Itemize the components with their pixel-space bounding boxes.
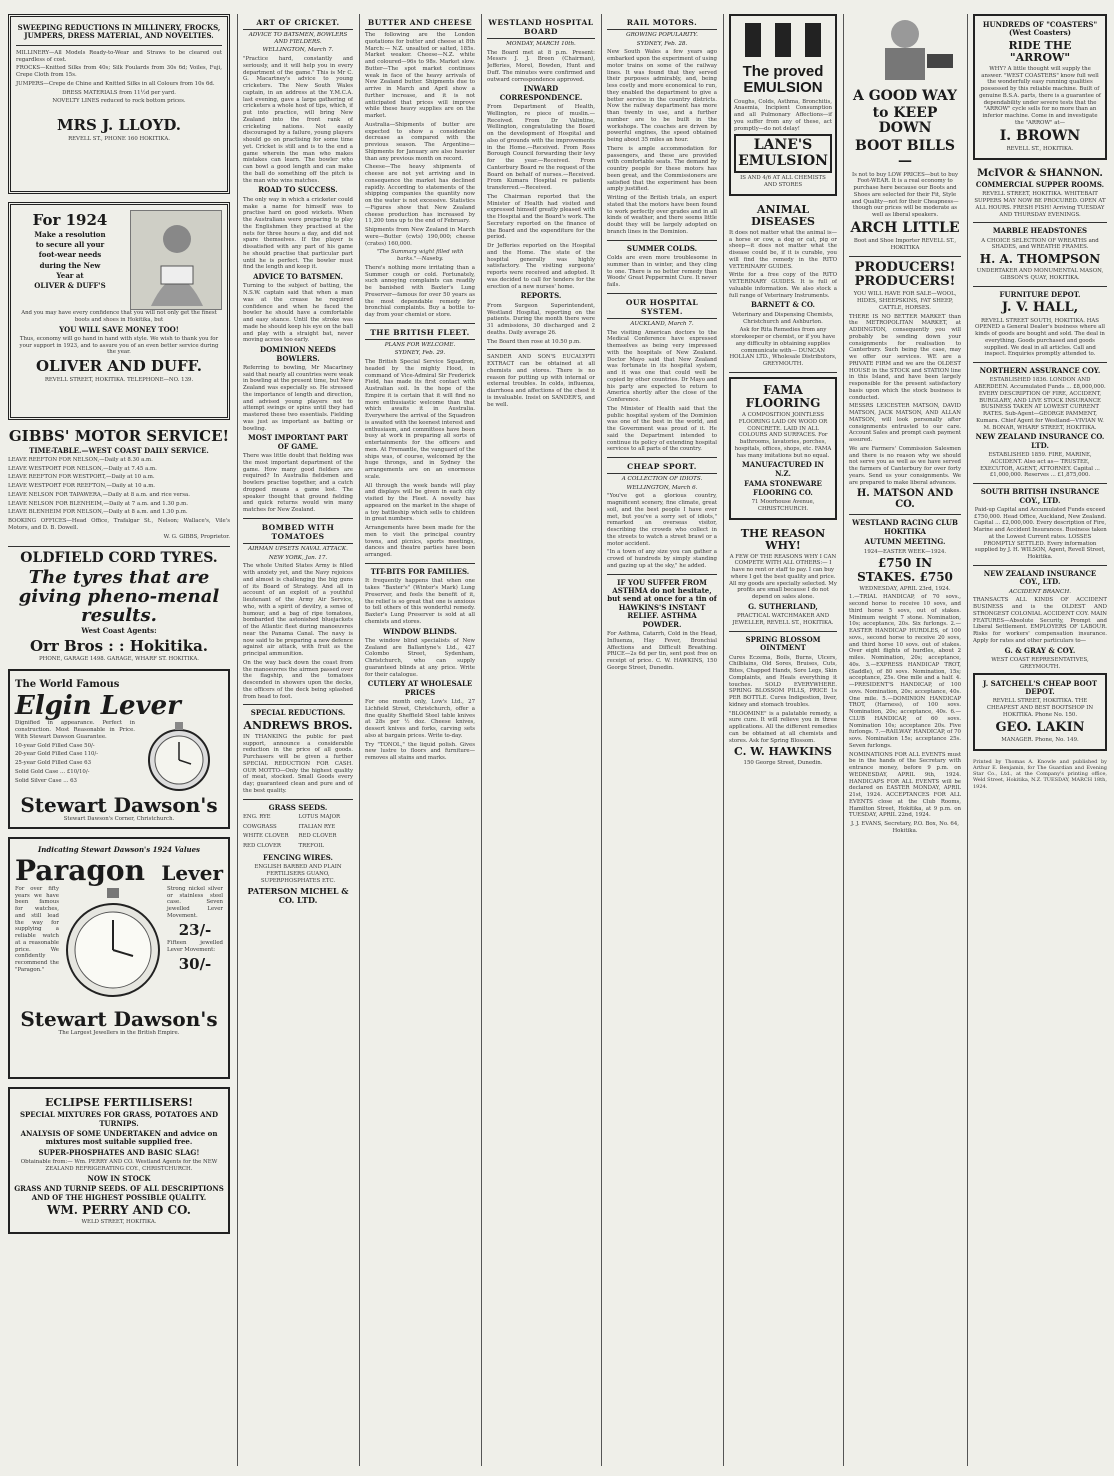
gibbs-line: LEAVE BLENHEIM FOR NELSON,—Daily at 8 a.m. and 1.30 p.m.: [8, 509, 188, 516]
window-body: The window blind specialists of New Zealand are Ballantyne's Ltd., 427 Colombo Street, Sydenham, Christchurch, who can supply guaranteed blinds at any price. Write for their catalogue.: [365, 637, 475, 678]
emulsion-brand: The proved EMULSION: [742, 62, 824, 97]
gibbs-line: BOOKING OFFICES—Head Office, Trafalgar St., Nelson; Wallace's, Vile's Motors, and D. B. Dowell.: [8, 518, 230, 531]
boot-headline-3: BOOT BILLS—: [855, 137, 955, 170]
butter-quote: "The Summary wight filled with barks."—Naseby.: [376, 249, 464, 262]
rail-headline: RAIL MOTORS.: [607, 18, 717, 30]
window-heading: WINDOW BLINDS.: [383, 626, 457, 636]
coasters-title: RIDE THE "ARROW": [1008, 38, 1072, 64]
arch-body: Boot and Shoe Importer REVELL ST., HOKITIKA: [853, 238, 957, 252]
column-1: [8, 14, 230, 1466]
lloyd-line: MILLINERY—All Models Ready-to-Wear and Straws to be cleared out regardless of cost.: [16, 49, 222, 63]
animal-ad: [729, 204, 837, 368]
spring-blossom-ad: [729, 636, 837, 767]
mcivor-ad: [973, 168, 1107, 218]
elgin-name: Elgin Lever: [15, 691, 181, 722]
oldfield-tagline: The tyres that are giving pheno-menal results.: [18, 566, 220, 626]
boot-ad: [849, 14, 961, 252]
fleet-body: The British Special Service Squadron, headed by the mighty Hood, in command of Vice-Admiral Sir Frederick Field, has made its first contact with Australian soil. In the hope of the Empire it is certain that it will find no more enthusiastic welcome than that which awaits it in Australia. Everywhere the arrival of the Squadron is awaited with the keenest interest and enthusiasm, and committees have been busy at work in preparing all sorts of entertainments for the officers and men. At Fremantle, the vanguard of the ships was, of course, welcomed by the huge throngs, and in Sydney the arrangements are on an enormous scale.: [365, 359, 475, 480]
northern-title: NORTHERN ASSURANCE COY.: [979, 366, 1101, 376]
paragon-banner: Indicating Stewart Dawson's 1924 Values: [38, 845, 200, 855]
rail-body: Writing of the British trials, an expert stated that the motors have been found to work perfectly over grades and in all kinds of weather, and there seems little doubt they will be largely adopted on branch lines in the Dominion.: [607, 195, 717, 235]
satchell-body: REVELL STREET, HOKITIKA. THE CHEAPEST AND BEST BOOTSHOP IN HOKITIKA. Phone No. 150.: [986, 698, 1094, 718]
racing-day: WEDNESDAY, APRIL 23rd, 1924.: [859, 585, 951, 592]
fleet-body: All through the week bands will play and displays will be given in each city visited by the Fleet. A novelty has appeared on the market in the shape of a toy battleship which sells to children in great numbers.: [365, 482, 475, 523]
emulsion-ad: [729, 14, 837, 196]
eclipse-title: ECLIPSE FERTILISERS!: [44, 1096, 194, 1110]
sport-subhead: A COLLECTION OF IDIOTS.: [621, 476, 703, 482]
column-2: [243, 14, 353, 1466]
elgin-body: Dignified in appearance. Perfect in construction. Most Reasonable in Price. With Stewart Dawson Guarantee.: [15, 720, 135, 740]
oliver-address: REVELL STREET, HOKITIKA. TELEPHONE—NO. 139.: [44, 376, 194, 383]
gray-name: G. & GRAY & COY.: [1004, 645, 1076, 655]
lloyd-line: FROCKS—Knitted Silks from 40s; Silk Foulards from 30s 6d; Voiles, Fuji, Crepe Cloth from 15s.: [16, 65, 222, 79]
thompson-body: UNDERTAKER AND MONUMENTAL MASON, GIBSON'S QUAY, HOKITIKA.: [976, 268, 1104, 282]
butter-body: There's nothing more irritating than a Summer cough or cold. Fortunately, such annoying complaints can readily be banished with Baxter's Lung Preserver—famous for over 50 years as the most dependable remedy for bronchial complaints. Buy a bottle to-day from your chemist or store.: [365, 264, 475, 318]
lakin-name: GEO. LAKIN: [995, 719, 1085, 735]
cricket-body: The only way in which a cricketer could make a name for himself was to practise hard on good wickets. When the Australians were preparing to play the Englishmen they practised at the nets for three hours a day, and did not spare themselves. If the player is dissatisfied with any part of his game he should practise that particular part until he is perfect. The bowler must find the length and keep it.: [243, 196, 353, 271]
grass-item: ITALIAN RYE: [298, 823, 336, 830]
lloyd-line: DRESS MATERIALS from 11½d per yard.: [62, 89, 176, 96]
hospital-dateline: MONDAY, MARCH 10th.: [506, 41, 576, 47]
lloyd-name: MRS J. LLOYD.: [56, 116, 182, 135]
oldfield-agents-label: West Coast Agents:: [81, 626, 157, 636]
column-rule: [967, 14, 968, 1466]
racing-sign: J. J. EVANS, Secretary, P.O. Box, No. 64, Hokitika.: [850, 821, 960, 834]
hospital-headline: WESTLAND HOSPITAL BOARD: [487, 18, 595, 39]
lloyd-line: NOVELTY LINES reduced to rock bottom prices.: [52, 98, 186, 105]
asthma-body: For Asthma, Catarrh, Cold in the Head, Influenza, Hay Fever, Bronchial Affections and Difficult Breathing. PRICE—2s 6d per tin, sent post free on receipt of price. C. W. HAWKINS, 150 George Street, Dunedin.: [607, 631, 717, 671]
oliver-save: YOU WILL SAVE MONEY TOO!: [59, 324, 179, 334]
racing-title: WESTLAND RACING CLUB HOKITIKA: [852, 518, 958, 536]
brown-address: REVELL ST., HOKITIKA.: [1006, 146, 1074, 153]
duncan-body: Ask for Rita Remedies from any storekeeper or chemist, or if you have any difficulty in obtaining supplies communicate with— DUNCAN HOLLAN LTD., Wholesale Distributors, GREYMOUTH.: [729, 327, 837, 368]
printer-imprint: Printed by Thomas A. Knowle and published by Arthur E. Benjamin, for The Guardian and Evening Star Co., Ltd., at the Company's printing office, Weld Street, Hokitika, N.Z. TUESDAY, MARCH 18th, 1924.: [973, 758, 1107, 790]
nzins-title: NEW ZEALAND INSURANCE CO. LTD.: [975, 432, 1105, 450]
fama-title: FAMA FLOORING: [745, 382, 821, 410]
hospital-system-headline: OUR HOSPITAL SYSTEM.: [607, 298, 717, 319]
furniture-head: FURNITURE DEPOT.: [999, 289, 1081, 299]
hall-body: REVELL STREET SOUTH, HOKITIKA. HAS OPENED a General Dealer's business where all kinds of goods are bought and sold. The deal in everything. Goods purchased and goods supplied. We deal in all articles. Call and inspect. Enquiries promptly attended to.: [975, 317, 1105, 358]
northern-ad: [973, 367, 1107, 431]
eclipse-obtain: Obtainable from:— Wm. PERRY AND CO. Westland Agents for the NEW ZEALAND REFRIGERATING COY., CHRISTCHURCH.: [20, 1159, 218, 1172]
column-rule: [481, 14, 482, 1466]
paragon-right-copy-2: Fifteen jewelled Lever Movement:: [167, 940, 223, 953]
oliver-name: OLIVER AND DUFF.: [35, 357, 203, 376]
gibbs-line: LEAVE WESTPORT FOR NELSON,—Daily at 7.45 a.m.: [8, 465, 157, 472]
butter-body: The following are the London quotations for butter and cheese at 8th March:— N.Z. unsalted or salted, 185s. Market weaker. Cheese—N.Z. white and coloured—96s to 98s. Market slow. Butter—The spot market continues weak in face of the heavy arrivals of New Zealand butter. Shipments due to arrive in March and April show a further increase, and it is not anticipated that prices will improve while these heavy supplies are on the market.: [365, 32, 475, 119]
lakin-body: MANAGER. Phone, No. 149.: [1001, 736, 1079, 743]
column-rule: [601, 14, 602, 1466]
oliver-line: foot-wear needs: [38, 250, 102, 260]
lloyd-headline: SWEEPING REDUCTIONS IN MILLINERY, FROCKS, JUMPERS, DRESS MATERIAL, AND NOVELTIES.: [17, 23, 221, 41]
column-4: [487, 14, 595, 1466]
grass-item: LOTUS MAJOR: [298, 813, 341, 820]
grass-item: TREFOIL: [298, 843, 324, 850]
butter-body: Cheese—The heavy shipments of cheese are not yet arriving and in consequence the market has declined rapidly. According to statements of the shipping companies the quantity now on the water is not excessive. Statistics—Figures show that New Zealand cheese production has increased by 11,200 tons up to the end of February.: [365, 164, 475, 225]
hospital-body: The Board then rose at 10.50 p.m.: [487, 338, 581, 345]
paragon-left-copy: For over fifty years we have been famous for watches, and still lead the way for supplying a reliable watch at a reasonable price. We confidently recommend the "Paragon.": [15, 885, 59, 973]
lloyd-line: JUMPERS—Crepe de Chine and Knitted Silks in all Colours from 10s 6d.: [16, 80, 215, 87]
nzins-ad: [973, 433, 1107, 479]
producers-title: PRODUCERS! PRODUCERS!: [854, 259, 956, 290]
rail-dateline: SYDNEY, Feb. 28.: [636, 40, 688, 47]
racing-ad: [849, 519, 961, 834]
elgin-price: Solid Silver Case ... 63: [15, 777, 77, 784]
grass-item: RED CLOVER: [298, 833, 337, 840]
boot-man-illustration: [849, 14, 961, 87]
boot-body: Is not to buy LOW PRICES—but to buy Foot-WEAR. It is a real economy to purchase here because our Boots and Shoes are selected for their Fit, Style and Quality—not for their Cheapness—though our prices will be moderate as well as liberal speakers.: [851, 171, 959, 219]
oliver-body: And you may have every confidence that you will not only get the finest boots and shoes in Hokitika, but: [21, 310, 217, 323]
eclipse-name: WM. PERRY AND CO.: [47, 1202, 191, 1217]
south-body: Paid-up Capital and Accumulated Funds exceed £750,000. Head Office, Auckland, New Zealand. Capital ... £2,000,000. Every description of Fire, Marine and Accident Insurances. Business taken at the Lowest Current rates. LOSSES PROMPTLY SETTLED. Every information supplied by J. H. WILSON, Agent, Revell Street, Hokitika.: [973, 506, 1107, 561]
fama-address: 71 Moorhouse Avenue, CHRISTCHURCH.: [751, 499, 815, 512]
racing-body: NOMINATIONS FOR ALL EVENTS must be in the hands of the Secretary with entrance money, before 9 p.m. on WEDNESDAY, APRIL 9th, 1924. HANDICAPS FOR ALL EVENTS will be declared on EASTER MONDAY, APRIL 21st, 1924. ACCEPTANCES FOR ALL EVENTS close at the Club Rooms, Hamilton Street, Hokitika, at 9 p.m. on TUESDAY, APRIL 22nd, 1924.: [849, 751, 961, 819]
hospital-section-head: REPORTS.: [520, 291, 562, 301]
producers-body: THERE IS NO BETTER MARKET than the METROPOLITAN MARKET, at ADDINGTON, consequently you will probably be sending down your consignments for realisation to Canterbury. Such being the case, may we offer our services. WE are a PRIVATE FIRM and we are the OLDEST HOUSE in the STOCK and STATION line in this Island, and have been largely responsible for the present satisfactory basis upon which the stock business is conducted.: [849, 313, 961, 401]
gibbs-subtitle: TIME-TABLE.—WEST COAST DAILY SERVICE.: [29, 445, 209, 455]
racing-stakes: £750 IN STAKES. £750: [857, 556, 953, 584]
column-rule: [237, 14, 238, 1466]
fama-made: MANUFACTURED IN N.Z.: [742, 460, 824, 478]
fleet-headline: THE BRITISH FLEET.: [365, 328, 475, 340]
producers-body: We are Farmers' Commission Salesmen and there is no reason why we should not serve you as well as we have served the farmers of Canterbury for over forty years. Send us your consignments. We are prepared to make liberal advances.: [849, 445, 961, 486]
emulsion-body: Coughs, Colds, Asthma, Bronchitis, Anaemia, Incipient Consumption and all Pulmonary Affections—if you suffer from any of these, act promptly—do not delay!: [734, 98, 832, 132]
racing-sub: AUTUMN MEETING.: [864, 537, 946, 547]
cricket-body: Turning to the subject of batting, the N.S.W. captain said that when a man was at the crease he required confidence and when he faced the bowler he should have a comfortable and easy stance. Until the stroke was made he should keep his eye on the ball and play with a straight bat, never moving across too early.: [243, 283, 353, 344]
fama-body: A COMPOSITION JOINTLESS FLOORING LAID ON WOOD OR CONCRETE. LAID IN ALL COLOURS AND SURFACES. For bathrooms, lavatories, porches, hospitals, offices, shops, etc. FAMA has many imitations but no equal.: [734, 412, 832, 459]
tomatoes-headline: BOMBED WITH TOMATOES: [243, 523, 353, 544]
lloyd-ad: [8, 14, 230, 194]
families-heading: TIT-BITS FOR FAMILIES.: [370, 566, 470, 576]
andrews-heading: SPECIAL REDUCTIONS.: [250, 708, 346, 718]
hospital-system-body: The visiting American doctors to the Medical Conference have expressed themselves as being very impressed with the hospitals of New Zealand. Doctor Mayo said that New Zealand was fortunate in its hospital system, and it was one that could well be copied by other countries. Dr Mayo and his party are expected to return to America shortly after the close of the Conference.: [607, 329, 717, 403]
fleet-body: Arrangements have been made for the men to visit the principal country towns, and picnics, sports meetings, dances and theatre parties have been arranged.: [365, 525, 475, 559]
eclipse-line: SUPER-PHOSPHATES AND BASIC SLAG!: [38, 1147, 200, 1157]
oliver-line: during the New: [39, 260, 101, 270]
elgin-ad: [8, 669, 230, 829]
mcivor-name: McIVOR & SHANNON.: [977, 167, 1103, 179]
arch-name: ARCH LITTLE: [850, 219, 960, 236]
matson-name: H. MATSON AND CO.: [856, 488, 954, 511]
boot-headline-1: A GOOD WAY: [852, 87, 958, 104]
south-title: SOUTH BRITISH INSURANCE COY., LTD.: [980, 487, 1100, 505]
cricket-body: Referring to bowling, Mr Macartney said that nearly all countries were weak in bowling at the present time, but New Zealand was especially so. He stressed the importance of length and direction, and advised young players not to attempt swings or spins until they had mastered these two essentials. Fielding was just as important as batting or bowling.: [243, 364, 353, 432]
sport-body: "In a town of any size you can gather a crowd of hundreds by simply standing and gazing up at the sky," he added.: [607, 549, 717, 569]
thompson-name: H. A. THOMPSON: [979, 252, 1101, 267]
hall-ad: [973, 291, 1107, 358]
oliver-line: Year at: [56, 271, 84, 281]
hospital-system-dateline: AUCKLAND, March 7.: [630, 320, 694, 327]
gibbs-title: GIBBS' MOTOR SERVICE!: [8, 427, 230, 445]
grass-item: RED CLOVER: [243, 843, 281, 850]
eclipse-stock: NOW IN STOCK: [87, 1173, 151, 1183]
cricket-section-head: MOST IMPORTANT PART OF GAME.: [247, 433, 349, 451]
coasters-body: WHY? A little thought will supply the answer. "WEST COASTERS" know full well the wonderfully easy running qualities possessed by this reliable machine. Built of genuine B.S.A. parts, there is a guarantee of dependability under severe tests that the "ARROW" cycle sells for no more than an inferior machine. Come in and investigate the "ARROW" at—: [979, 65, 1101, 126]
paragon-lever: Lever: [161, 861, 223, 886]
column-rule: [359, 14, 360, 1466]
grass-heading: GRASS SEEDS.: [268, 802, 328, 812]
cricket-section-head: ADVICE TO BATSMEN.: [253, 272, 343, 281]
rail-body: New South Wales a few years ago embarked upon the experiment of using motor trains on some of the railway lines. It was found that they served their purposes admirably, and, being less costly and more economical to run, they enabled the department to give a better service in the country districts. Now the railway department has more than twenty in use, and a further number are to be built in the workshops. The coaches are driven by powerful engines, the speed obtained being about 35 miles an hour.: [607, 49, 717, 144]
hospital-body: The Chairman reported that the Minister of Health had visited and expressed himself greatly pleased with the Hospital and the Board's work. The Secretary reported on the finance of the Board and the expenditure for the period.: [487, 193, 595, 241]
blossom-body: "BLOOMINE" is a palatable remedy, a sure cure. It will relieve you in three applications. All the different remedies can be obtained at all chemists and stores. Ask for Spring Blossom.: [729, 710, 837, 744]
oldfield-agents: Orr Bros : : Hokitika.: [29, 636, 209, 655]
oliver-line: Make a resolution: [34, 229, 106, 239]
paragon-price: 30/-: [178, 954, 212, 973]
nzins-accident-ad: [973, 570, 1107, 671]
mcivor-sub: COMMERCIAL SUPPER ROOMS.: [975, 179, 1105, 189]
cricket-section-head: ROAD TO SUCCESS.: [258, 185, 338, 195]
oliver-line: to secure all your: [35, 239, 105, 249]
satchell-name: J. SATCHELL'S CHEAP BOOT DEPOT.: [982, 678, 1098, 696]
andrews-body: IN THANKING the public for past support, announce a considerable reduction in the price of all goods. Purchasers will be given a further SPECIAL REDUCTION FOR CASH. OUR MOTTO—Only the highest quality of meat, stocked. Small Goods every day; guaranteed clean and pure and of the best quality.: [243, 733, 353, 794]
tomatoes-body: The whole United States Army is filled with anxiety yet, and the Navy rejoices and almost is challenging the big guns of its Board of Strategy. And all in account of an exploit of a youthful lieutenant of the Army Air Service, who, with a spirit of devilry, a sense of humour, and a bag of ripe tomatoes, bombarded the astonished bluejackets of the Atlantic fleet during manoeuvres near the Panama Canal. The navy is now said to be preparing a new defence against air attack, with fruit as the principal ammunition.: [243, 563, 353, 658]
tomatoes-subhead: AIRMAN UPSETS NAVAL ATTACK.: [248, 545, 348, 552]
animal-title: ANIMAL DISEASES: [751, 202, 815, 228]
gibbs-line: LEAVE REEFTON FOR NELSON,—Daily at 8.30 a.m.: [8, 456, 153, 463]
sutherland-ad: [729, 528, 837, 627]
oldfield-title: OLDFIELD CORD TYRES.: [20, 550, 218, 567]
coasters-head: HUNDREDS OF "COASTERS" (West Coasters): [982, 20, 1098, 38]
column-rule: [843, 14, 844, 1466]
spring-body: Cures Eczema, Boils, Burns, Ulcers, Chilblains, Old Sores, Bruises, Cuts, Bites, Chapped Hands, Sore Legs, Skin Complaints, and Heals everything it touches. SOLD EVERYWHERE. SPRING BLOSSOM PILLS, PRICE 1s PER BOTTLE. Cures Indigestion, liver, kidney and stomach troubles.: [729, 654, 837, 708]
elgin-price: Solid Gold Case ... £10/10/-: [15, 768, 90, 775]
tomatoes-body: On the way back down the coast from the manoeuvres the airmen passed over the flagship, and the tomatoes descended in showers upon the decks, the officers of the deck being splashed from head to foot.: [243, 659, 353, 700]
gray-body: WEST COAST REPRESENTATIVES, GREYMOUTH.: [991, 657, 1089, 670]
sanders-body: SANDER AND SON'S EUCALYPTI EXTRACT can be obtained at all chemists and stores. There is no reason for putting up with internal or external troubles. In colds, influenza, diarrhoea and affections of the chest it is invaluable. Insist on SANDER'S, and be well.: [487, 354, 595, 408]
fama-name: FAMA STONEWARE FLOORING CO.: [744, 479, 822, 497]
cricket-subhead: ADVICE TO BATSMEN, BOWLERS AND FIELDERS.: [248, 32, 348, 45]
nzins2-title: NEW ZEALAND INSURANCE COY., LTD.: [983, 568, 1097, 587]
oldfield-ad: [8, 551, 230, 663]
elgin-price: 20-year Gold Filled Case 110/-: [15, 751, 99, 758]
rail-subhead: GROWING POPULARITY.: [626, 32, 698, 38]
oliver-thanks: Thus, economy will go hand in hand with style. We wish to thank you for your support in 1923, and to assure you of an even better service during the year.: [19, 335, 219, 356]
column-8: [973, 14, 1107, 1466]
hawkins-name: C. W. HAWKINS: [734, 745, 832, 759]
column-7: [849, 14, 961, 1466]
hospital-body: Dr Jefferies reported on the Hospital and the Home. The state of the hospital generally was highly satisfactory. The visiting surgeons' reports were received and adopted. It was decided to call for tenders for the erection of a new nurses' home.: [487, 243, 595, 290]
grass-item: COWGRASS: [243, 823, 277, 830]
hospital-body: From Surgeon Superintendent, Westland Hospital, reporting on the patients. During the month there were 31 admissions, 30 discharged and 2 deaths. Daily average 26.: [487, 302, 595, 336]
emulsion-bottle-illustration: [734, 19, 832, 62]
colds-headline: SUMMER COLDS.: [626, 243, 698, 253]
lanes-name: LANE'S EMULSION: [734, 134, 832, 173]
gibbs-ad: [8, 428, 230, 540]
sport-headline: CHEAP SPORT.: [607, 462, 717, 474]
gibbs-line: LEAVE WESTPORT FOR REEFTON,—Daily at 10 a.m.: [8, 483, 156, 490]
animal-body: Write for a free copy of the RITO VETERINARY GUIDES. It is full of valuable information. We also stock a full range of Veterinary Instruments.: [729, 272, 837, 299]
pocket-watch-illustration: [63, 886, 163, 1009]
asthma-headline: IF YOU SUFFER FROM ASTHMA do not hesitate, but send at once for a tin of HAWKINS'S INSTANT RELIEF. ASTHMA POWDER.: [607, 577, 717, 629]
gibbs-line: LEAVE NELSON FOR TAPAWERA,—Daily at 8 a.m. and rice versa.: [8, 491, 190, 498]
animal-body: It does not matter what the animal is—a horse or cow, a dog or cat, pig or sheep—it does not matter what the disease could be, if it is curable, you will find the remedy in the RITO VETERINARY GUIDES.: [729, 229, 837, 270]
fleet-subhead: PLANS FOR WELCOME.: [384, 341, 456, 348]
cutlery-body: For one month only, Low's Ltd., 27 Lichfield Street, Christchurch, offer a fine quality Sheffield Steel table knives at 28s per ½ doz. Cheese knives, dessert knives and forks, carving sets also at bargain prices. Write to-day.: [365, 699, 475, 739]
reason-title: THE REASON WHY!: [740, 526, 826, 552]
marble-ad: [973, 227, 1107, 282]
cricket-body: "Practice hard, constantly and seriously, and it will help you in every department of the game." This is Mr C. G. Macartney's advice to young cricketers. The New South Wales captain, in an address at the Y.M.C.A. last evening, gave a large gathering of cricketers a whole host of tips, which, if put into practice, will bring New Zealand into the front rank of cricketing nations. Not easily discouraged by a failure, young players should go on practising for some time yet. Cricket is still and is to the end a game wherein the man who makes mistakes can learn. The bowler who can bowl a good length and can make the ball do something off the pitch is the man who wins matches.: [243, 56, 353, 184]
elgin-corner: Stewart Dawson's Corner, Christchurch.: [63, 816, 175, 823]
producers-sub: YOU WILL HAVE FOR SALE—WOOL, HIDES, SHEEPSKINS, FAT SHEEP, CATTLE, HORSES.: [853, 291, 957, 311]
paragon-price: 23/-: [178, 920, 212, 939]
arrow-cycle-ad: [973, 14, 1107, 160]
fencing-body: ENGLISH BARBED AND PLAIN FERTILISERS GUANO, SUPERPHOSPHATES ETC.: [254, 864, 342, 884]
grass-item: ENG. RYE: [243, 813, 271, 820]
elgin-price: 10-year Gold Filled Case 50/-: [15, 742, 95, 749]
tomatoes-dateline: NEW YORK, Jan. 17.: [268, 554, 328, 561]
pocket-watch-illustration: [139, 720, 219, 795]
sport-body: "You've got a glorious country, magnificent scenery, fine climate, great soil, and the best people I have ever met, but you've a sorry set of idiots," remarked an overseas visitor, describing the crowds who collect in the streets to watch a street brawl or a motor accident.: [607, 493, 717, 547]
grass-item: WHITE CLOVER: [243, 833, 289, 840]
gibbs-line: LEAVE NELSON FOR BLENHEIM,—Daily at 7 a.m. and 1.30 p.m.: [8, 500, 188, 507]
paragon-right-copy: Strong nickel silver or stainless steel case. Seven jewelled Lever Movement.: [167, 885, 223, 919]
eclipse-line: SPECIAL MIXTURES FOR GRASS, POTATOES AND TURNIPS.: [19, 1110, 219, 1128]
butter-body: Australia—Shipments of butter are expected to show a considerable decrease as compared with the previous season. The Argentine—Shipments for January are also heavier than any previous month on record.: [365, 121, 475, 162]
cutlery-heading: CUTLERY AT WHOLESALE PRICES: [367, 679, 473, 697]
fencing-heading: FENCING WIRES.: [263, 852, 333, 862]
paragon-foot: The Largest Jewellers in the British Empire.: [58, 1029, 180, 1036]
cricket-dateline: WELLINGTON, March 7.: [262, 47, 334, 54]
oliver-at: OLIVER & DUFF'S: [34, 281, 106, 291]
column-6: [729, 14, 837, 1466]
butter-body: Shipments from New Zealand in March were—Butter (cwts) 190,000; cheese (crates) 160,000.: [365, 227, 475, 247]
cricket-headline: ART OF CRICKET.: [243, 18, 353, 30]
marble-body: A CHOICE SELECTION OF WREATHS and SHADES, and WREATHE FRAMES.: [981, 237, 1099, 251]
hospital-body: The Board met at 8 p.m. Present: Messrs J. J. Breen (Chairman), Jefferies, Morel, Bowden, Hunt and Duff. The minutes were confirmed and outward correspondence approved.: [487, 49, 595, 83]
nzins2-sub: ACCIDENT BRANCH.: [1009, 588, 1071, 595]
elgin-brand: Stewart Dawson's: [20, 793, 218, 818]
hospital-system-body: The Minister of Health said that the public hospital system of the Dominion was one of the best in the world, and the Government was proud of it. He said the Department intended to continue its policy of extending hospital services to all parts of the country.: [607, 405, 717, 453]
families-body: It frequently happens that when one takes "Baxter's" (Winter's Mark) Lung Preserver, and feels the benefit of it, the relief is so great that one is anxious to tell others of this wonderful remedy. Baxter's Lung Preserver is sold at all chemists and stores.: [365, 578, 475, 625]
hawkins-address: 150 George Street, Dunedin.: [743, 760, 823, 767]
oldfield-address: PHONE, GARAGE 1498. GARAGE, WHARF ST. HOKITIKA.: [39, 656, 199, 663]
andrews-name: ANDREWS BROS.: [243, 718, 353, 732]
producers-ad: [849, 261, 961, 511]
racing-dates: 1924—EASTER WEEK—1924.: [863, 548, 947, 555]
eclipse-address: WELD STREET, HOKITIKA.: [81, 1219, 157, 1226]
cricket-body: There was little doubt that fielding was the most important department of the game. How many good fielders are required? In Australia fieldsmen and bowlers practise together, and a catch dropped means a game lost. The speaker thought that ground fielding and quick returns would win many matches for New Zealand.: [243, 453, 353, 514]
lloyd-address: REVELL ST., PHONE 160 HOKITIKA.: [68, 135, 170, 142]
nzins2-body: TRANSACTS ALL KINDS OF ACCIDENT BUSINESS and is the OLDEST AND STRONGEST COLONIAL ACCIDENT COY. MAIN FEATURES—Absolute Security, Prompt and Liberal Settlement. EMPLOYERS OF LABOUR. Risks for workers' compensation insurance. Apply for rates and other particulars to—: [973, 597, 1107, 644]
oliver-year: For 1924: [32, 211, 108, 229]
eclipse-line: ANALYSIS OF SOME UNDERTAKEN and advice on mixtures most suitable supplied free.: [20, 1129, 218, 1147]
hospital-section-head: INWARD CORRESPONDENCE.: [499, 84, 583, 102]
producers-body: MESSRS LEICESTER MATSON, DAVID MATSON, JACK MATSON, AND ALLAN MATSON, will look personally after consignments entrusted to our care. Account Sales and prompt cash payment assured.: [849, 403, 961, 444]
spring-title: SPRING BLOSSOM OINTMENT: [745, 634, 821, 653]
column-3: [365, 14, 475, 1466]
gibbs-sign: W. G. GIBBS, Proprietor.: [163, 533, 230, 540]
elgin-price: 25-year Gold Filled Case 63: [15, 760, 91, 767]
barnett-body: Veterinary and Dispensing Chemists, Christchurch and Ashburton.: [732, 311, 834, 325]
oliver-duff-ad: [8, 202, 230, 420]
fama-ad: [729, 377, 837, 520]
paragon-ad: [8, 837, 230, 1079]
mcivor-body: REVELL STREET, HOKITIKA. WHITEBAIT SUPPERS MAY NOW BE PROCURED. OPEN AT ALL HOURS. FRESH FISH! Arriving TUESDAY AND THURSDAY EVENINGS.: [974, 191, 1106, 218]
brown-name: I. BROWN: [999, 127, 1081, 144]
paterson-name: PATERSON MICHEL & CO. LTD.: [247, 885, 349, 906]
tonol-body: Try "TONOL," the liquid polish. Gives new lustre to floors and furniture—removes all stains and marks.: [365, 741, 475, 762]
paragon-name: Paragon: [15, 854, 145, 888]
satchell-ad: [973, 673, 1107, 751]
south-british-ad: [973, 488, 1107, 561]
eclipse-ad: [8, 1087, 230, 1234]
barnett-name: BARNETT & CO.: [751, 300, 815, 310]
hospital-body: From Department of Health, Wellington, re piece of muslin.—Received. From Dr Valintine, Wellington, congratulating the Board on the development of Hospital and also of grounds with the improvements in the Home.—Received. From Ross Borough Council forwarding their levy for the year.—Received. From Canterbury Board re the request of the Board on behalf of nurses.—Received. From Kumara Hospital re patients transferred.—Received.: [487, 104, 595, 192]
boot-headline-2: to KEEP DOWN: [872, 105, 938, 137]
northern-body: ESTABLISHED 1836. LONDON AND ABERDEEN. Accumulated Funds ... £8,000,000. EVERY DESCRIPTION OF FIRE, ACCIDENT, BURGLARY, AND LIVE STOCK INSURANCE BUSINESS TAKEN AT LOWEST CURRENT RATES. Sub-Agent—GEORGE PAMMENT, Kumara. Chief Agent for Westland—VIVIAN W. M. BONAR, WHARF STREET, HOKITIKA.: [974, 377, 1106, 431]
elgin-intro: The World Famous: [15, 679, 120, 691]
racing-body: 1.—TRIAL HANDICAP, of 70 sovs., second horse to receive 10 sovs, and third horse 5 sovs, out of stakes. Minimum weight 7 stone. Nomination, 10s; acceptance, 20s. Six furlongs. 2.—EASTER HANDICAP HURDLES, of 100 sovs., second horse to receive 20 sovs, and third horse 10 sovs. out of stakes. Over eight flights of hurdles, about 2 miles. Nomination, 20s; acceptance, 40s. 3.—EXPRESS HANDICAP TROT, (Saddle), of 80 sovs. Nomination, 15s; acceptance, 25s. One mile and a half. 4.—PRESIDENT'S HANDICAP, of 100 sovs. Nomination, 20s; acceptance, 40s. One mile. 5.—DOMINION HANDICAP TROT, (Harness), of 100 sovs. Nomination, 20s; acceptance, 40s. 6.—CLUB HANDICAP, of 60 sovs. Nomination 10s; acceptance 20s. Five furlongs. 7.—RAILWAY HANDICAP, of 70 sovs. Nomination 15s; acceptance 25s. Seven furlongs.: [849, 594, 961, 749]
butter-headline: BUTTER AND CHEESE: [365, 18, 475, 30]
rail-body: There is ample accommodation for passengers, and these are provided with comfortable seats. The demand by country people for these motors has been great, and the Commissioners are satisfied that the experiment has been amply justified.: [607, 145, 717, 193]
colds-body: Colds are even more troublesome in summer than in winter, and they cling to one. There is no better remedy than Woods' Great Peppermint Cure. It never fails.: [607, 255, 717, 289]
hall-name: J. V. HALL,: [1001, 300, 1079, 316]
fleet-dateline: SYDNEY, Feb. 29.: [394, 350, 446, 357]
paragon-brand: Stewart Dawson's: [20, 1006, 218, 1031]
column-5: [607, 14, 717, 1466]
nzins-body: ESTABLISHED 1859. FIRE, MARINE, ACCIDENT. Also act as— TRUSTEE, EXECUTOR, AGENT, ATTORNEY. Capital ... £1,000,000. Reserves ... £1,875,000.: [980, 452, 1100, 479]
sutherland-name: G. SUTHERLAND,: [748, 601, 818, 611]
lanes-foot: IS AND 4/6 AT ALL CHEMISTS AND STORES: [740, 175, 826, 188]
grass-list: [243, 814, 353, 852]
marble-title: MARBLE HEADSTONES: [992, 226, 1088, 236]
column-rule: [723, 14, 724, 1466]
woman-reading-illustration: [130, 210, 222, 310]
sport-dateline: WELLINGTON, March 6.: [626, 484, 698, 491]
reason-body: A FEW OF THE REASONS WHY I CAN COMPETE WITH ALL OTHERS:— I have no rent or staff to pay. I can buy where I get the best quality and price. All my goods are specially selected. My profits are small because I do not depend on sales alone.: [729, 553, 837, 601]
gibbs-line: LEAVE REEFTON FOR WESTPORT,—Daily at 10 a.m.: [8, 474, 155, 481]
eclipse-seeds: GRASS AND TURNIP SEEDS. OF ALL DESCRIPTIONS AND OF THE HIGHEST POSSIBLE QUALITY.: [14, 1184, 224, 1202]
cricket-section-head: DOMINION NEEDS BOWLERS.: [260, 345, 336, 363]
sutherland-body: PRACTICAL WATCHMAKER AND JEWELLER, REVELL ST., HOKITIKA.: [732, 613, 834, 627]
